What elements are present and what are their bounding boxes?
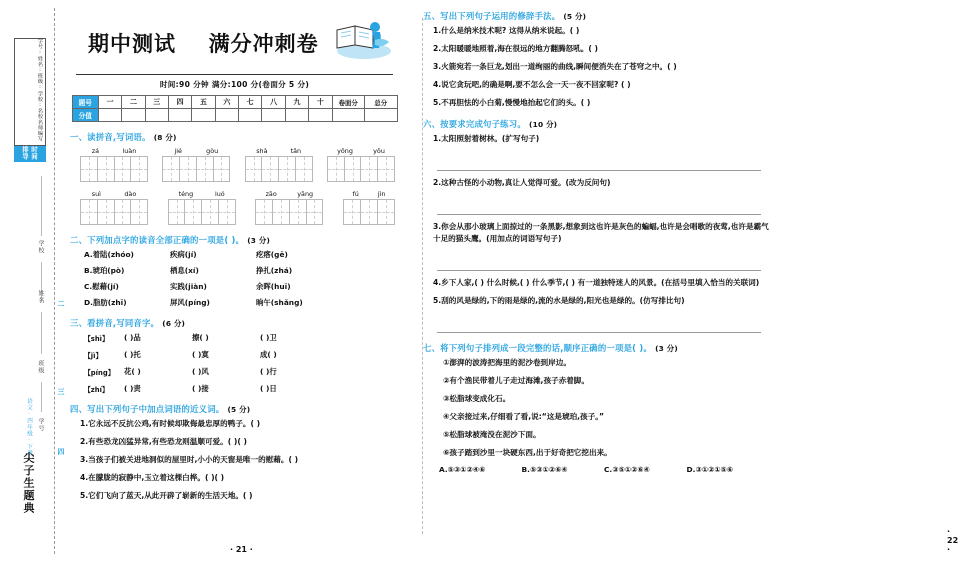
book-illustration-icon — [331, 18, 393, 66]
info-line-0: 名校名师编写 — [37, 108, 43, 142]
score-col-1: 一 — [98, 96, 121, 109]
score-cell-3[interactable] — [145, 109, 168, 122]
tianzige-grid[interactable] — [343, 199, 395, 225]
pinyin-row-2 — [80, 190, 395, 225]
answer-line[interactable] — [437, 251, 761, 271]
score-table-row-header — [72, 96, 397, 109]
margin-label-name: 姓名 — [37, 290, 44, 304]
pinyin-syllable: jìn — [377, 190, 386, 198]
option-text: A.着陆(zhóo) — [84, 250, 134, 259]
score-col-8: 八 — [262, 96, 285, 109]
tianzige-grid[interactable] — [80, 199, 148, 225]
score-col-2: 二 — [122, 96, 145, 109]
pinyin-syllable: luó — [214, 190, 225, 198]
title-left: 期中测试 — [88, 31, 176, 56]
section-3-points: (6 分) — [162, 319, 186, 328]
pinyin-syllable: jié — [174, 147, 182, 155]
option-text: 疙瘩(gē) — [256, 250, 288, 259]
score-col-total: 总分 — [365, 96, 398, 109]
ordering-item: ⑥孩子踏到沙里一块硬东西,出于好奇把它挖出来。 — [443, 448, 612, 457]
choice-d-value: ③①②①⑤⑥ — [695, 465, 733, 474]
question-item[interactable]: 1.什么是纳米技术呢? 这得从纳米说起。( ) — [433, 26, 580, 35]
question-item[interactable]: 1.太阳照射着树林。(扩写句子) — [433, 134, 540, 143]
pinyin-syllable: suì — [91, 190, 101, 198]
choice-a-label: A. — [439, 465, 448, 474]
page-number-left: · 21 · — [230, 545, 253, 554]
score-col-4: 四 — [168, 96, 191, 109]
option-row[interactable] — [84, 281, 399, 292]
pinyin-syllable: zá — [91, 147, 99, 155]
pinyin-row-1 — [80, 147, 395, 182]
choice-d-label: D. — [686, 465, 696, 474]
score-col-6: 六 — [215, 96, 238, 109]
homophone-key: 【shì】 — [84, 334, 109, 343]
pinyin-syllable: luàn — [122, 147, 137, 155]
score-cell-9[interactable] — [285, 109, 308, 122]
student-info-box — [14, 38, 46, 146]
exam-header — [88, 28, 399, 66]
section-6-points: (10 分) — [529, 120, 558, 129]
section-title-1 — [70, 131, 399, 143]
answer-line[interactable] — [437, 151, 761, 171]
option-text: 疾病(jí) — [170, 250, 197, 259]
fold-line — [54, 8, 55, 554]
question-item[interactable]: 5.它们飞向了蓝天,从此开辟了崭新的生活天地。( ) — [80, 491, 253, 500]
score-row-label-1: 分值 — [72, 109, 98, 122]
option-row[interactable] — [84, 265, 399, 276]
margin-rule-4 — [41, 382, 42, 412]
section-7-points: (3 分) — [655, 344, 678, 353]
info-line-1: 学校: — [37, 90, 43, 109]
pinyin-syllable: yǒng — [337, 147, 353, 155]
pinyin-item — [80, 190, 148, 225]
info-line-2: 班级: — [37, 73, 43, 91]
pinyin-syllable: yāng — [297, 190, 314, 198]
tianzige-grid[interactable] — [168, 199, 236, 225]
choice-c-label: C. — [604, 465, 613, 474]
ordering-item: ⑤松脂球被淹没在泥沙下面。 — [443, 430, 541, 439]
page-title — [88, 28, 319, 58]
margin-label-school: 学校 — [37, 240, 44, 254]
homophone-blank: 成( ) — [260, 350, 277, 359]
pinyin-syllable: fú — [352, 190, 359, 198]
score-table-row-values — [72, 109, 397, 122]
homophone-row[interactable] — [84, 366, 399, 377]
margin-num-2: 二 — [57, 300, 65, 307]
brand-tab: 时间排导 — [14, 146, 46, 162]
section-title-3 — [70, 317, 399, 329]
homophone-blank: 花( ) — [124, 367, 141, 376]
homophone-blank: ( )风 — [192, 367, 209, 376]
ordering-item: ④父亲接过来,仔细看了看,说:“这是琥珀,孩子。” — [443, 412, 604, 421]
section-4-label: 四、写出下列句子中加点词语的近义词。 — [70, 404, 225, 414]
margin-rule-3 — [41, 312, 42, 354]
choice-c[interactable] — [604, 465, 687, 474]
score-cell-6[interactable] — [215, 109, 238, 122]
choice-b-label: B. — [521, 465, 530, 474]
homophone-blank: ( )接 — [192, 384, 209, 393]
section-2-points: (3 分) — [247, 236, 271, 245]
pinyin-syllable: téng — [178, 190, 194, 198]
pinyin-syllable: yǒu — [373, 147, 385, 155]
choice-c-value: ③⑤①②⑥④ — [612, 465, 650, 474]
option-text: 晌午(shǎng) — [256, 298, 303, 307]
option-text: D.脂肪(zhī) — [84, 298, 127, 307]
pinyin-item — [245, 147, 313, 182]
tianzige-grid[interactable] — [80, 156, 148, 182]
pinyin-syllable: zāo — [265, 190, 277, 198]
choice-b-value: ⑤③①②⑥④ — [529, 465, 568, 474]
pinyin-item — [255, 190, 323, 225]
score-cell-7[interactable] — [239, 109, 262, 122]
series-label: 语文·四年级·下册 — [26, 398, 32, 457]
tianzige-grid[interactable] — [162, 156, 230, 182]
info-line-3: 姓名: — [37, 55, 43, 74]
option-text: C.慰藉(jí) — [84, 282, 119, 291]
homophone-key: 【zhí】 — [84, 385, 109, 394]
option-text: 屏风(píng) — [170, 298, 210, 307]
section-title-6 — [423, 118, 769, 130]
question-item[interactable]: 1.它永远不反抗公鸡,有时候却欺侮最忠厚的鸭子。( ) — [80, 419, 261, 428]
answer-line[interactable] — [437, 195, 761, 215]
score-col-5: 五 — [192, 96, 215, 109]
question-item[interactable]: 3.你会从那小玻璃上面掠过的一条黑影,想象到这也许是灰色的蝙蝠,也许是会唱歌的夜莺,也许是霸气十足的猫头鹰。(用加点的词语写句子) — [433, 222, 769, 243]
question-item[interactable]: 5.不再胆怯的小白菊,慢慢地抬起它们的头。( ) — [433, 98, 591, 107]
section-title-7 — [423, 342, 769, 354]
homophone-blank: ( )品 — [124, 333, 141, 342]
pinyin-syllable: tǎn — [290, 147, 302, 155]
score-cell-5[interactable] — [192, 109, 215, 122]
tianzige-grid[interactable] — [327, 156, 395, 182]
pinyin-item — [162, 147, 230, 182]
section-5-label: 五、写出下列句子运用的修辞手法。 — [423, 11, 561, 21]
section-3-label: 三、看拼音,写同音字。 — [70, 318, 160, 328]
option-text: 挣扎(zhá) — [256, 266, 293, 275]
section-1-label: 一、读拼音,写词语。 — [70, 132, 151, 142]
left-margin-strip — [0, 0, 65, 562]
homophone-row[interactable] — [84, 332, 399, 343]
question-item[interactable]: 4.说它贪玩吧,的确是啊,要不怎么会一天一夜不回家呢? ( ) — [433, 80, 631, 89]
pinyin-item — [168, 190, 236, 225]
section-title-2 — [70, 234, 399, 246]
section-4-points: (5 分) — [227, 405, 251, 414]
page-number-right: · 22 · — [947, 527, 958, 554]
tianzige-grid[interactable] — [255, 199, 323, 225]
section-5-points: (5 分) — [563, 12, 587, 21]
pinyin-item — [80, 147, 148, 182]
left-column — [62, 6, 407, 562]
title-right: 满分冲刺卷 — [208, 31, 319, 56]
score-cell-total[interactable] — [365, 109, 398, 122]
section-title-5 — [423, 10, 769, 22]
homophone-key: 【jì】 — [84, 351, 103, 360]
homophone-blank: ( )行 — [260, 367, 277, 376]
margin-num-4: 四 — [57, 448, 65, 455]
score-cell-paper[interactable] — [332, 109, 365, 122]
question-item[interactable]: 2.有些恐龙凶猛异常,有些恐龙则温顺可爱。( )( ) — [80, 437, 247, 446]
score-col-10: 十 — [309, 96, 332, 109]
right-column — [407, 6, 958, 562]
book-brand: 尖子生题典 — [22, 452, 35, 515]
question-item[interactable]: 4.在朦胧的寂静中,玉立着这棵白桦。( )( ) — [80, 473, 225, 482]
homophone-row[interactable] — [84, 383, 399, 394]
section-2-label: 二、下列加点字的读音全部正确的一项是( )。 — [70, 235, 245, 245]
option-row[interactable] — [84, 249, 399, 260]
choice-a-value: ⑤③①②④⑥ — [447, 465, 486, 474]
homophone-blank: ( )日 — [260, 384, 277, 393]
section-1-points: (8 分) — [153, 133, 177, 142]
margin-label-class: 班级 — [37, 360, 44, 374]
homophone-blank: ( )托 — [124, 350, 141, 359]
section-title-4 — [70, 403, 399, 415]
homophone-key: 【píng】 — [84, 368, 115, 377]
margin-rule-1 — [41, 176, 42, 236]
homophone-blank: ( )寞 — [192, 350, 209, 359]
score-col-9: 九 — [285, 96, 308, 109]
score-cell-4[interactable] — [168, 109, 191, 122]
question-item[interactable]: 2.太阳暖暖地照着,海在很远的地方翻腾怒吼。( ) — [433, 44, 598, 53]
score-col-3: 三 — [145, 96, 168, 109]
choice-a[interactable] — [439, 465, 522, 474]
homophone-blank: ( )责 — [124, 384, 141, 393]
homophone-row[interactable] — [84, 349, 399, 360]
question-item[interactable]: 5.刮的风是绿的,下的雨是绿的,流的水是绿的,阳光也是绿的。(仿写排比句) — [433, 296, 685, 305]
score-cell-8[interactable] — [262, 109, 285, 122]
score-col-paper: 卷面分 — [332, 96, 365, 109]
question-item[interactable]: 3.火箭宛若一条巨龙,划出一道绚丽的曲线,瞬间便消失在了苍穹之中。( ) — [433, 62, 677, 71]
choice-d[interactable] — [687, 465, 770, 474]
ordering-item: ③松脂球变成化石。 — [443, 394, 511, 403]
ordering-item: ②有个渔民带着儿子走过海滩,孩子赤着脚。 — [443, 376, 589, 385]
score-cell-2[interactable] — [122, 109, 145, 122]
ordering-item: ①澎湃的波涛把海里的泥沙卷到岸边。 — [443, 358, 571, 367]
score-table — [72, 95, 398, 122]
choice-row — [439, 465, 769, 474]
option-row[interactable] — [84, 297, 399, 308]
score-cell-1[interactable] — [98, 109, 121, 122]
content-area — [62, 0, 958, 562]
question-item[interactable]: 4.乡下人家,( ) 什么时候,( ) 什么季节,( ) 有一道独特迷人的风景。(在括号里填入恰当的关联词) — [433, 278, 760, 287]
pinyin-syllable: shà — [256, 147, 268, 155]
tianzige-grid[interactable] — [245, 156, 313, 182]
pinyin-item — [343, 190, 395, 225]
exam-subline: 时间:90 分钟 满分:100 分(卷面分 5 分) — [159, 80, 310, 89]
title-underline — [76, 74, 393, 75]
score-col-7: 七 — [239, 96, 262, 109]
homophone-blank: ( )卫 — [260, 333, 277, 342]
option-text: 余晖(huī) — [256, 282, 291, 291]
choice-b[interactable] — [522, 465, 605, 474]
pinyin-syllable: dào — [124, 190, 137, 198]
section-6-label: 六、按要求完成句子练习。 — [423, 119, 526, 129]
answer-line[interactable] — [437, 313, 761, 333]
margin-num-3: 三 — [57, 388, 65, 395]
option-text: 栖息(xí) — [170, 266, 199, 275]
info-line-4: 学号: — [37, 37, 43, 56]
question-item[interactable]: 3.当孩子们被关进地洞似的屋里时,小小的天窗是唯一的慰藉。( ) — [80, 455, 299, 464]
margin-label-id: 学号 — [37, 418, 44, 432]
score-cell-10[interactable] — [309, 109, 332, 122]
pinyin-item — [327, 147, 395, 182]
pinyin-syllable: gòu — [206, 147, 219, 155]
option-text: B.琥珀(pò) — [84, 266, 125, 275]
section-7-label: 七、将下列句子排列成一段完整的话,顺序正确的一项是( )。 — [423, 343, 652, 353]
question-item[interactable]: 2.这种古怪的小动物,真让人觉得可爱。(改为反问句) — [433, 178, 611, 187]
score-row-label-0: 题号 — [72, 96, 98, 109]
homophone-blank: 擦( ) — [192, 333, 209, 342]
option-text: 实践(jiàn) — [170, 282, 207, 291]
